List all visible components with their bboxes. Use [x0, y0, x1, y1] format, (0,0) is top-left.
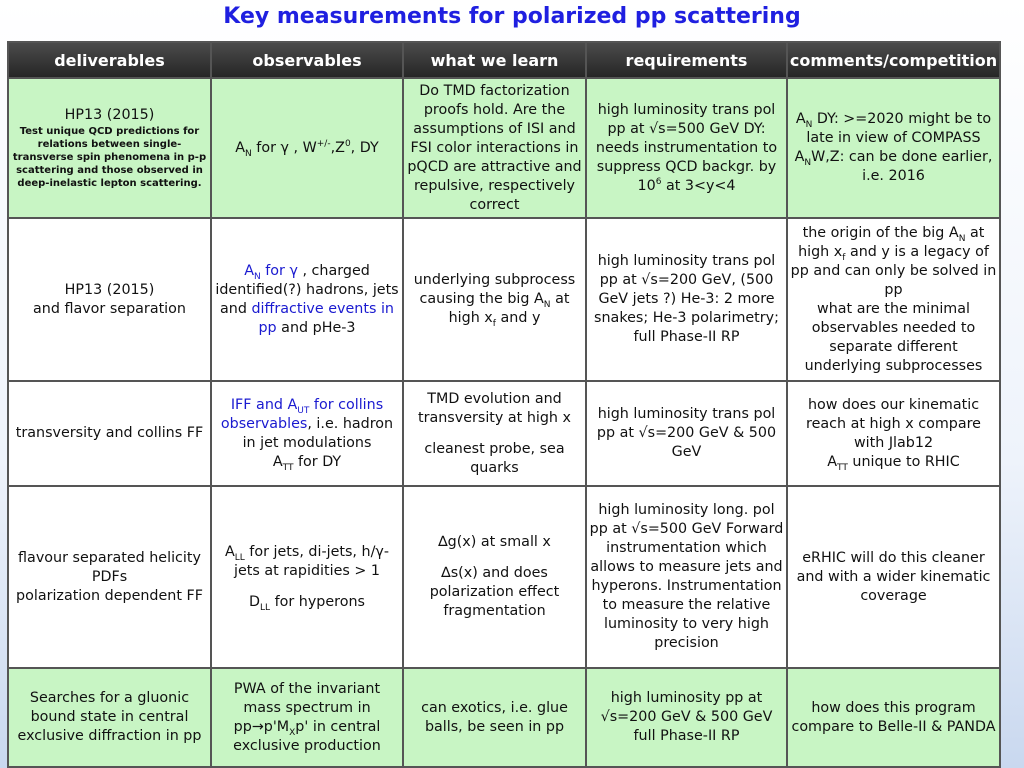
deliverables-cell [8, 78, 211, 218]
text: DY: >=2020 might be to late in view of COMPASS [806, 111, 992, 146]
text: A [224, 543, 235, 560]
subscript: LL [260, 602, 271, 613]
requirements-cell: high luminosity pp at √s=200 GeV & 500 GeV full Phase-II RP [586, 668, 787, 767]
observables-cell [211, 668, 403, 767]
gamma-symbol: γ [375, 543, 384, 560]
text: flavour separated helicity PDFs [18, 549, 201, 585]
text: at high x [448, 291, 570, 327]
learn-cell [403, 218, 586, 381]
text: ∆g(x) at small x [438, 534, 551, 551]
comments-cell [787, 78, 1000, 218]
text: A [794, 149, 805, 165]
header-comments: comments/competition [787, 42, 1000, 78]
table-row [8, 78, 1000, 218]
subscript: N [805, 119, 813, 130]
learn-cell: can exotics, i.e. glue balls, be seen in pp [403, 668, 586, 767]
text: , DY [350, 139, 379, 156]
header-row [8, 42, 1000, 78]
learn-cell [403, 381, 586, 486]
requirements-cell [586, 78, 787, 218]
text: , charged identified(?) hadrons, jets and [215, 262, 399, 317]
observables-cell [211, 486, 403, 668]
arrow-icon: → [251, 718, 264, 735]
text: A [272, 453, 283, 470]
text: PWA of the invariant mass spectrum in pp [233, 680, 381, 735]
comments-cell [787, 218, 1000, 381]
text: A [235, 139, 246, 156]
header-observables: observables [211, 42, 403, 78]
header-requirements: requirements [586, 42, 787, 78]
subscript: N [543, 299, 551, 310]
comments-cell: eRHIC will do this cleaner and with a wider kinematic coverage [787, 486, 1000, 668]
subscript: N [804, 157, 812, 168]
table-row [8, 486, 1000, 668]
header-deliverables: deliverables [8, 42, 211, 78]
text: p'M [263, 718, 290, 735]
requirements-cell: high luminosity long. pol pp at √s=500 GeV Forward instrumentation which allows to measure jets and hyperons. Instrumentation to measure the relative luminosity to very high precision [586, 486, 787, 668]
text: ,Z [330, 139, 345, 156]
text: high luminosity trans pol pp at √s=500 GeV DY: needs instrumentation to suppress QCD backgr. by 10 [595, 101, 778, 194]
text: at high x [798, 224, 985, 260]
text: and y [495, 310, 541, 327]
table-row [8, 381, 1000, 486]
subscript: N [253, 271, 261, 282]
deliverables-cell: Searches for a gluonic bound state in central exclusive diffraction in pp [8, 668, 211, 767]
table-row [8, 218, 1000, 381]
text: for [260, 262, 290, 279]
text: how does our kinematic reach at high x compare with Jlab12 [806, 396, 981, 451]
requirements-cell: high luminosity trans pol pp at √s=200 GeV & 500 GeV [586, 381, 787, 486]
text: IFF and A [230, 396, 298, 413]
observables-cell [211, 218, 403, 381]
subscript: TT [837, 462, 848, 473]
comments-cell: how does this program compare to Belle-II & PANDA [787, 668, 1000, 767]
text: and pHe-3 [276, 319, 356, 336]
text: underlying subprocess causing the big A [413, 272, 576, 308]
text: A [244, 262, 254, 279]
page-title: Key measurements for polarized pp scattering [223, 4, 801, 29]
text: and y is a legacy of pp and can only be solved in pp [790, 243, 997, 298]
text: HP13 (2015) [64, 281, 155, 298]
superscript: 0 [344, 138, 351, 149]
subscript: UT [297, 405, 310, 416]
text: , i.e. hadron in jet modulations [242, 415, 394, 451]
text: p' in central exclusive production [233, 718, 381, 754]
text: at 3<y<4 [661, 177, 736, 194]
deliverables-cell [8, 218, 211, 381]
text: W,Z: can be done earlier, i.e. 2016 [811, 149, 993, 184]
header-what-we-learn: what we learn [403, 42, 586, 78]
text: diffractive events in pp [251, 300, 394, 336]
text: polarization dependent FF [16, 587, 203, 604]
text: , W [288, 139, 317, 156]
requirements-cell: high luminosity trans pol pp at √s=200 GeV, (500 GeV jets ?) He-3: 2 more snakes; He-3 polarimetry; full Phase-II RP [586, 218, 787, 381]
subscript: f [842, 252, 846, 263]
superscript: +/- [316, 138, 331, 149]
text: ∆s(x) and does polarization effect fragmentation [429, 565, 560, 620]
learn-cell [403, 486, 586, 668]
text: for [251, 139, 281, 156]
measurements-table [7, 41, 1001, 768]
gamma-symbol: γ [289, 262, 298, 279]
text: for hyperons [270, 593, 365, 610]
text: for jets, di-jets, h/ [244, 543, 376, 560]
gamma-symbol: γ [280, 139, 289, 156]
observables-cell [211, 381, 403, 486]
deliverable-detail: Test unique QCD predictions for relations between single-transverse spin phenomena in p-p scattering and those observed in deep-inelastic lepton scattering. [12, 126, 207, 189]
text: A [827, 453, 838, 470]
deliverables-cell: transversity and collins FF [8, 381, 211, 486]
text: D [248, 593, 260, 610]
deliverables-cell [8, 486, 211, 668]
text: A [795, 111, 806, 127]
learn-cell: Do TMD factorization proofs hold. Are the assumptions of ISI and FSI color interactions in pQCD are attractive and repulsive, respectively correct [403, 78, 586, 218]
text: the origin of the big A [802, 224, 959, 241]
subscript: X [289, 727, 296, 738]
subscript: f [492, 318, 496, 329]
text: and flavor separation [33, 300, 186, 317]
subscript: N [245, 148, 252, 159]
subscript: LL [234, 552, 245, 563]
text: cleanest probe, sea quarks [424, 440, 565, 476]
subscript: TT [282, 462, 294, 473]
text: what are the minimal observables needed to separate different underlying subprocesses [804, 300, 983, 374]
observables-cell [211, 78, 403, 218]
comments-cell [787, 381, 1000, 486]
subscript: N [958, 233, 966, 244]
table-row [8, 668, 1000, 767]
text: for DY [293, 453, 342, 470]
superscript: 6 [655, 176, 662, 187]
deliverable-title: HP13 (2015) [64, 107, 155, 123]
text: TMD evolution and transversity at high x [417, 390, 571, 426]
text: unique to RHIC [847, 453, 960, 470]
text: for collins observables [220, 396, 384, 432]
text: -jets at rapidities > 1 [234, 543, 390, 579]
